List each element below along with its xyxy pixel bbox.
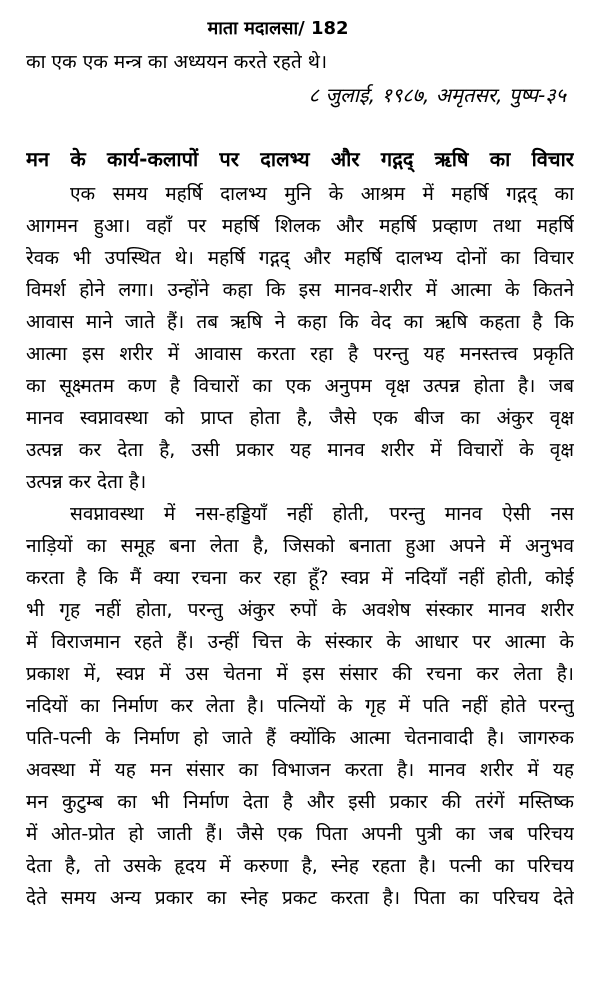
paragraph-line: आगमन हुआ। वहाँ पर महर्षि शिलक और महर्षि प्रव्हाण तथा महर्षि (26, 215, 574, 237)
paragraph-line: पति-पत्नी के निर्माण हो जाते हैं क्योंकि आत्मा चेतनावादी है। जागरुक (26, 727, 574, 749)
paragraph-line: देते समय अन्य प्रकार का स्नेह प्रकट करता है। पिता का परिचय देते (26, 887, 574, 909)
intro-text: का एक एक मन्त्र का अध्ययन करते रहते थे। (26, 51, 328, 73)
paragraph-line: नाड़ियों का समूह बना लेता है, जिसको बनाता हुआ अपने में अनुभव (26, 535, 574, 557)
paragraph-line: सवप्नावस्था में नस-हड्डियाँ नहीं होती, परन्तु मानव ऐसी नस (70, 503, 574, 525)
paragraph-line: एक समय महर्षि दालभ्य मुनि के आश्रम में महर्षि गद्गद् का (70, 183, 574, 205)
running-head: माता मदालसा/ 182 (207, 18, 349, 39)
paragraph-line: में ओत-प्रोत हो जाती हैं। जैसे एक पिता अपनी पुत्री का जब परिचय (26, 823, 574, 845)
section-heading: मन के कार्य-कलापों पर दालभ्य और गद्गद् ऋषि का विचार (26, 147, 574, 171)
paragraph-line: रेवक भी उपस्थित थे। महर्षि गद्गद् और महर्षि दालभ्य दोनों का विचार (26, 247, 574, 269)
paragraph-line: मानव स्वप्नावस्था को प्राप्त होता है, जैसे एक बीज का अंकुर वृक्ष (26, 407, 574, 429)
paragraph-line: अवस्था में यह मन संसार का विभाजन करता है। मानव शरीर में यह (26, 759, 574, 781)
paragraph-line: मन कुटुम्ब का भी निर्माण देता है और इसी प्रकार की तरंगें मस्तिष्क (26, 791, 574, 813)
paragraph-line: का सूक्ष्मतम कण है विचारों का एक अनुपम वृक्ष उत्पन्न होता है। जब (26, 375, 574, 397)
paragraph-line: करता है कि मैं क्या रचना कर रहा हूँ? स्वप्न में नदियाँ नहीं होती, कोई (26, 567, 574, 589)
paragraph-line: भी गृह नहीं होता, परन्तु अंकुर रुपों के अवशेष संस्कार मानव शरीर (26, 599, 574, 621)
paragraph-line: विमर्श होने लगा। उन्होंने कहा कि इस मानव-शरीर में आत्मा के कितने (26, 279, 574, 301)
paragraph-line: आत्मा इस शरीर में आवास करता रहा है परन्तु यह मनस्तत्त्व प्रकृति (26, 343, 574, 365)
paragraph-line: उत्पन्न कर देता है। (26, 471, 147, 493)
paragraph-2 (26, 498, 574, 914)
paragraph-1 (26, 178, 574, 498)
paragraph-line: नदियों का निर्माण कर लेता है। पत्नियों के गृह में पति नहीं होते परन्तु (26, 695, 574, 717)
paragraph-line: प्रकाश में, स्वप्न में उस चेतना में इस संसार की रचना कर लेता है। (26, 663, 574, 685)
paragraph-line: देता है, तो उसके हृदय में करुणा है, स्नेह रहता है। पत्नी का परिचय (26, 855, 574, 877)
paragraph-line: आवास माने जाते हैं। तब ऋषि ने कहा कि वेद का ऋषि कहता है कि (26, 311, 574, 333)
paragraph-line: में विराजमान रहते हैं। उन्हीं चित्त के संस्कार के आधार पर आत्मा के (26, 631, 574, 653)
citation: ८ जुलाई, १९८७, अमृतसर, पुष्प-३५ (308, 83, 566, 107)
paragraph-line: उत्पन्न कर देता है, उसी प्रकार यह मानव शरीर में विचारों के वृक्ष (26, 439, 574, 461)
